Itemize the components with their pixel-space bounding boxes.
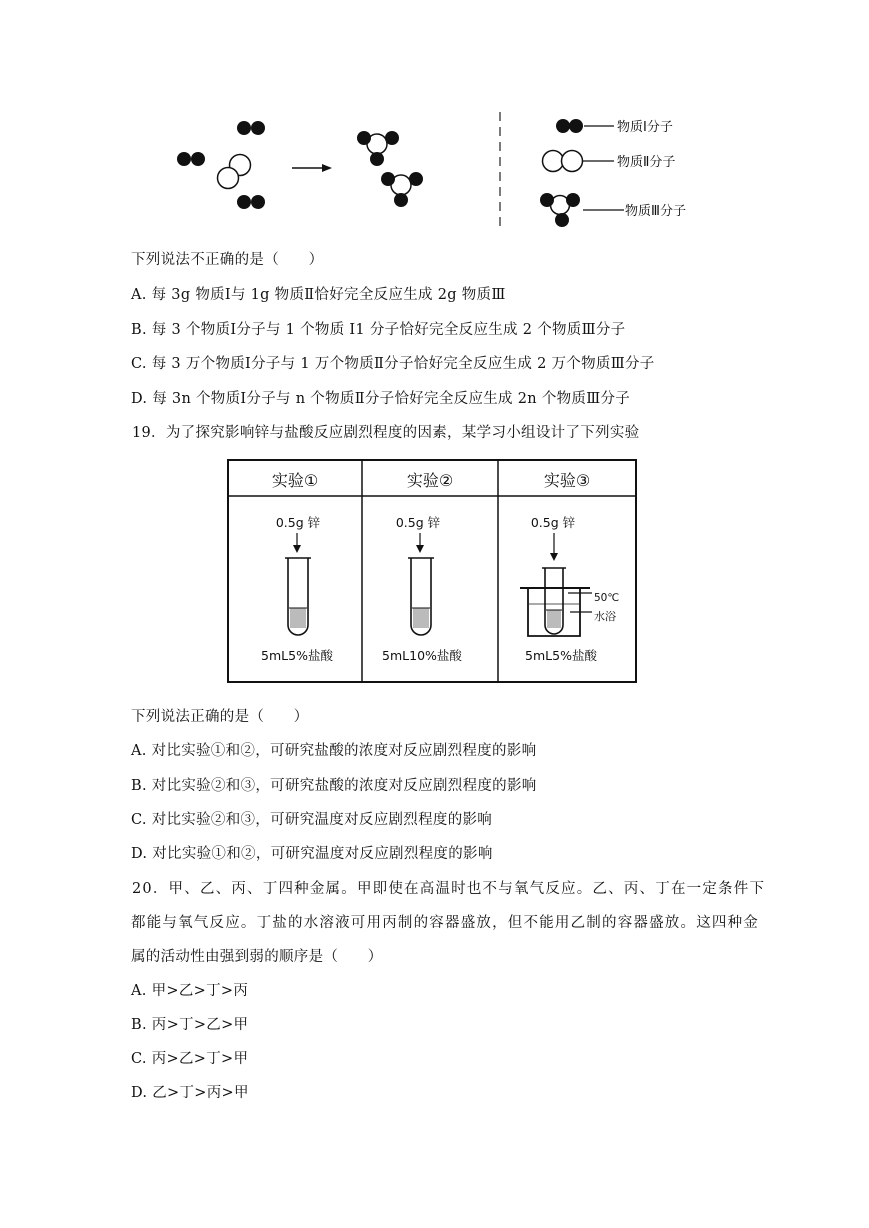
reactant-substance-1-molecule [177,152,205,166]
q20-option-c: C. 丙>乙>丁>甲 [131,1051,249,1067]
table-header-exp-3: 实验③ [543,471,591,490]
q20-stem-line-2: 都能与氧气反应。丁盐的水溶液可用丙制的容器盛放，但不能用乙制的容器盛放。这四种金 [131,915,759,931]
acid-label-exp-1: 5mL5%盐酸 [261,648,333,663]
reactant-substance-1-molecule [237,121,265,135]
q18-option-a: A. 每 3g 物质Ⅰ与 1g 物质Ⅱ恰好完全反应生成 2g 物质Ⅲ [131,287,506,303]
zinc-label-exp-3: 0.5g 锌 [530,515,576,530]
q19-option-a: A. 对比实验①和②，可研究盐酸的浓度对反应剧烈程度的影响 [131,743,537,759]
legend-substance-3 [540,193,686,227]
legend-substance-2-label: 物质Ⅱ分子 [617,155,676,170]
q18-option-b: B. 每 3 个物质Ⅰ分子与 1 个物质 I1 分子恰好完全反应生成 2 个物质Ⅲ分子 [131,322,626,338]
product-substance-3-molecule [357,131,399,166]
experiment-table [0,450,869,690]
q19-option-d: D. 对比实验①和②，可研究温度对反应剧烈程度的影响 [131,846,493,862]
q19-sub-stem: 下列说法正确的是（ ） [131,709,309,725]
molecule-reaction-diagram [0,100,869,340]
water-bath-label: 水浴 [594,610,616,623]
q18-option-d: D. 每 3n 个物质Ⅰ分子与 n 个物质Ⅱ分子恰好完全反应生成 2n 个物质Ⅲ分子 [131,391,631,407]
q18-stem: 下列说法不正确的是（ ） [131,252,324,268]
acid-label-exp-3: 5mL5%盐酸 [525,648,597,663]
reactant-substance-1-molecule [237,195,265,209]
reaction-arrow [292,164,332,172]
legend-substance-1-label: 物质Ⅰ分子 [617,120,673,135]
zinc-label-exp-2: 0.5g 锌 [395,515,441,530]
reactant-substance-2-molecule [218,155,251,189]
q19-stem: 19．为了探究影响锌与盐酸反应剧烈程度的因素，某学习小组设计了下列实验 [132,425,640,441]
table-header-exp-2: 实验② [406,471,454,490]
q20-option-b: B. 丙>丁>乙>甲 [131,1017,249,1033]
legend-substance-2 [543,151,676,172]
zinc-label-exp-1: 0.5g 锌 [275,515,321,530]
q19-option-b: B. 对比实验②和③，可研究盐酸的浓度对反应剧烈程度的影响 [131,778,537,794]
q20-stem-line-1: 20．甲、乙、丙、丁四种金属。甲即使在高温时也不与氧气反应。乙、丙、丁在一定条件下 [132,881,766,897]
q20-option-a: A. 甲>乙>丁>丙 [131,983,249,999]
legend-substance-1 [556,119,673,135]
q20-option-d: D. 乙>丁>丙>甲 [131,1085,249,1101]
bath-temperature-label: 50℃ [594,592,620,604]
legend-substance-3-label: 物质Ⅲ分子 [625,204,686,219]
q20-stem-line-3: 属的活动性由强到弱的顺序是（ ） [131,949,383,965]
table-header-exp-1: 实验① [271,471,319,490]
q19-option-c: C. 对比实验②和③，可研究温度对反应剧烈程度的影响 [131,812,493,828]
acid-label-exp-2: 5mL10%盐酸 [382,648,462,663]
q18-option-c: C. 每 3 万个物质Ⅰ分子与 1 万个物质Ⅱ分子恰好完全反应生成 2 万个物质Ⅲ分子 [131,356,655,372]
product-substance-3-molecule [381,172,423,207]
